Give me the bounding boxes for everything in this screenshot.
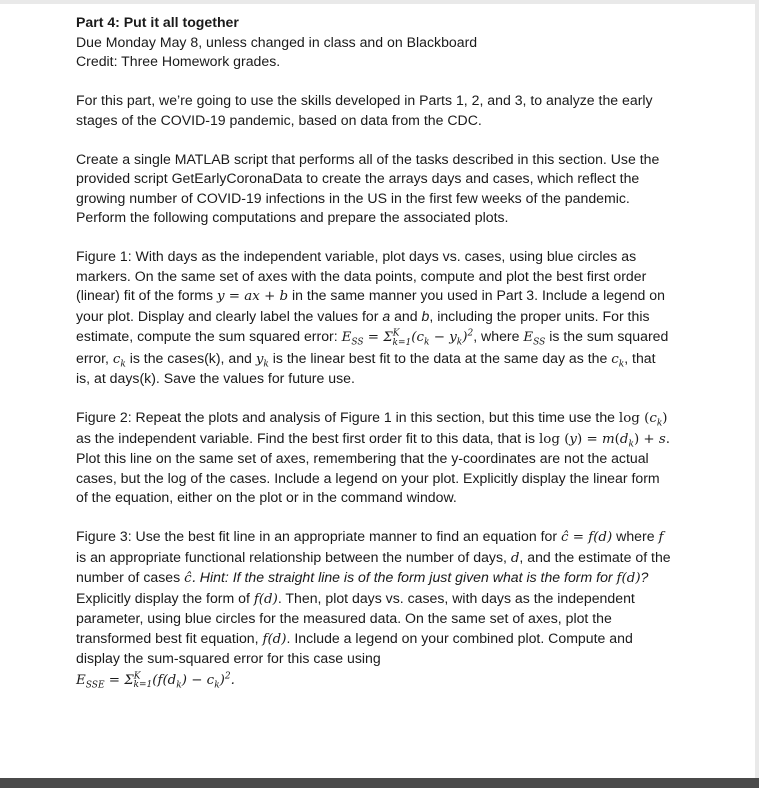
fig3-line-7: display the sum-squared error for this case using [76,650,381,667]
log-fit-formula: $\log (y) = m(d_k) + s$. [539,431,671,450]
viewer-frame-right [755,0,759,788]
fig1-line-7: is, at days(k). Save the values for future use. [76,370,355,387]
fig3-line-1: Figure 3: Use the best fit line in an appropriate manner to find an equation for ĉ = f(d) where f [76,528,664,546]
task-line-2: provided script GetEarlyCoronaData to create the arrays days and cases, which reflect the [76,170,640,186]
due-date: Due Monday May 8, unless changed in class and on Blackboard [76,33,478,50]
intro-paragraph [76,91,716,130]
fig3-line-5: parameter, using blue circles for the measured data. On the same set of axes, plot the [76,610,612,627]
figure-3-paragraph [76,527,716,691]
figure-1-paragraph [76,247,716,389]
fig3-line-3: number of cases ĉ. Hint: If the straight line is of the form just given what is the form for f(d)? [76,569,649,587]
page-title: Part 4: Put it all together [76,14,239,30]
ess-symbol: $E_{SS}$ [523,330,546,348]
fig2-line-5: of the equation, either on the plot or in the command window. [76,489,457,506]
fig2-line-3: Plot this line on the same set of axes, remembering that the y-coordinates are not the actual [76,450,649,467]
linear-equation: y = ax + b [216,289,289,304]
viewer-bottom-bar [0,778,759,788]
credit-line: Credit: Three Homework grades. [76,53,281,69]
log-ck-formula: $\log (c_k)$ [618,411,668,429]
fig1-line-6: error, $c_k$ is the cases(k), and $y_k$ is the linear best fit to the data at the same day as the $c_k$, that [76,349,656,370]
esse-formula: $E_{SSE} = \Sigma^K_{k=1}(f(d_k) - c_k)^2$. [76,671,235,691]
fig1-line-2: markers. On the same set of axes with the data points, compute and plot the best first order [76,267,647,284]
intro-line-1: For this part, we’re going to use the skills developed in Parts 1, 2, and 3, to analyze the early [76,92,653,108]
task-line-3: growing number of COVID-19 infections in the US in the first few weeks of the pandemic. [76,189,630,206]
document-page [76,13,716,691]
fig1-line-5: estimate, compute the sum squared error: $E_{SS} = \Sigma^K_{k=1}(c_k - y_k)^2$, where $E_{SS}$ is the sum squared [76,328,669,348]
fig2-line-1: Figure 2: Repeat the plots and analysis of Figure 1 in this section, but this time use the $\log (c_k)$ [76,409,668,429]
fig3-line-4: Explicitly display the form of f(d). Then, plot days vs. cases, with days as the independent [76,589,635,607]
fig3-line-2: is an appropriate functional relationship between the number of days, d, and the estimate of the [76,548,671,566]
viewer-frame-top [0,0,759,4]
fig2-line-2: as the independent variable. Find the best first order fit to this data, that is $\log (y) = m(d_k) + s$. [76,429,671,450]
ess-formula: $E_{SS} = \Sigma^K_{k=1}(c_k - y_k)^2$ [341,328,474,348]
fig2-line-4: cases, but the log of the cases. Include a legend on your plot. Explicitly display the linear form [76,469,660,486]
task-line-4: Perform the following computations and prepare the associated plots. [76,209,509,225]
figure-2-paragraph [76,408,716,508]
task-line-1: Create a single MATLAB script that performs all of the tasks described in this section. Use the [76,150,660,167]
task-paragraph [76,150,716,228]
fig1-line-4: your plot. Display and clearly label the values for a and b, including the proper units. For this [76,307,650,324]
fig1-line-3: (linear) fit of the forms y = ax + b in the same manner you used in Part 3. Include a legend on [76,287,665,304]
hint-text: Hint: If the straight line is of the form just given what is the form for [199,569,617,586]
intro-line-2: stages of the COVID-19 pandemic, based on data from the CDC. [76,111,482,128]
fig1-line-1: Figure 1: With days as the independent variable, plot days vs. cases, using blue circles as [76,248,637,264]
fig3-line-6: transformed best fit equation, f(d). Include a legend on your combined plot. Compute and [76,629,633,647]
